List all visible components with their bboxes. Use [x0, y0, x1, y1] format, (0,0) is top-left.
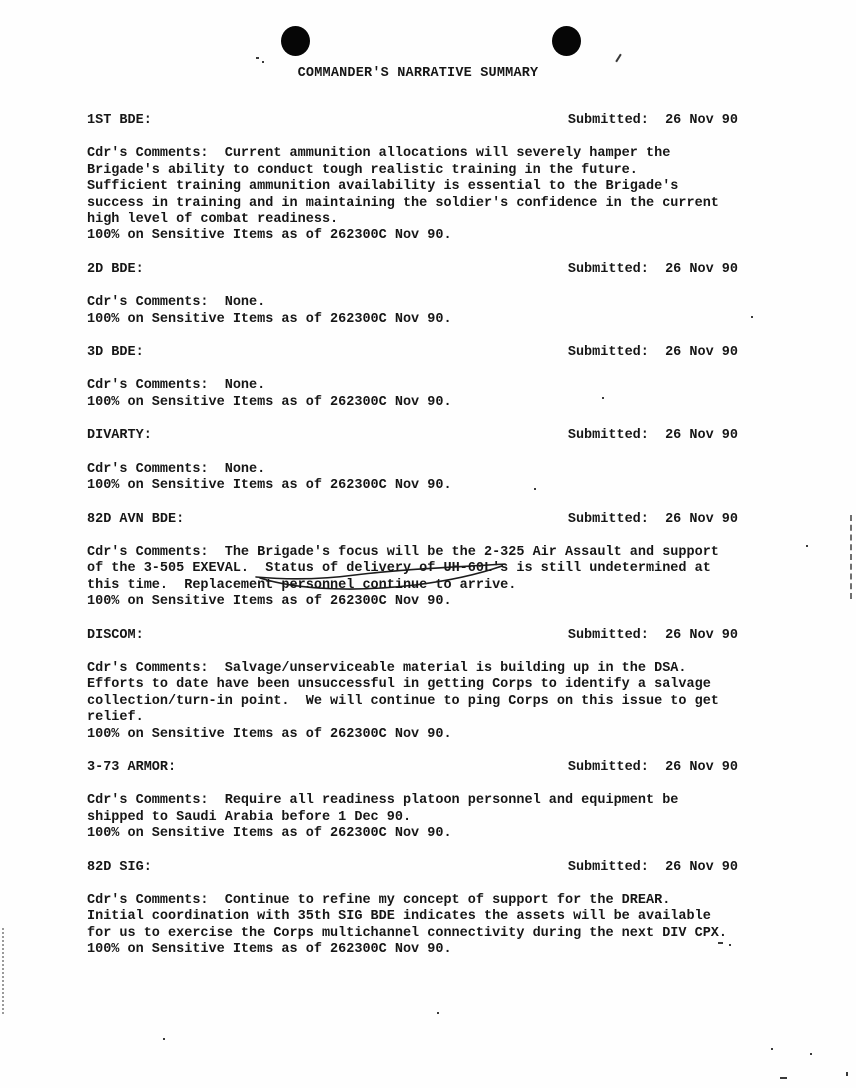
comment-line — [87, 295, 738, 311]
scan-speck — [718, 942, 723, 944]
document-title: COMMANDER'S NARRATIVE SUMMARY — [297, 66, 539, 81]
unit-heading: 82D SIG: — [87, 859, 152, 875]
comment-line — [87, 810, 738, 826]
unit-heading: 3-73 ARMOR: — [87, 759, 177, 775]
underlined-phrase: Status of delivery of UH-60L's — [265, 561, 509, 577]
text-segment: this time. Replacement personnel continue to arrive. — [87, 577, 517, 593]
comment-line — [87, 196, 738, 212]
unit-heading: DIVARTY: — [87, 428, 152, 444]
unit-row — [87, 345, 738, 361]
text-segment: 100% on Sensitive Items as of 262300C Nov 90. — [87, 394, 452, 410]
scan-edge-artifact — [2, 928, 4, 1014]
scan-speck — [437, 1012, 439, 1014]
report-section — [87, 428, 738, 494]
text-segment: Cdr's Comments: None. — [87, 378, 266, 394]
text-segment: Cdr's Comments: The Brigade's focus will be the 2-325 Air Assault and support — [87, 544, 719, 560]
submitted-label: Submitted: — [567, 627, 649, 643]
text-segment: success in training and in maintaining the soldier's confidence in the current — [87, 195, 719, 211]
scan-speck — [602, 397, 604, 399]
text-segment: Cdr's Comments: Salvage/unserviceable material is building up in the DSA. — [87, 660, 687, 676]
submitted-gap — [649, 262, 665, 277]
section-comments — [87, 378, 738, 411]
unit-row — [87, 262, 738, 278]
comment-line — [87, 793, 738, 809]
submitted-info — [568, 760, 738, 776]
submitted-label: Submitted: — [567, 511, 649, 527]
scan-speck — [751, 316, 753, 318]
report-section — [87, 512, 738, 611]
report-section — [87, 113, 738, 245]
scan-speck — [780, 1077, 787, 1079]
submitted-label: Submitted: — [567, 261, 649, 277]
unit-row — [87, 760, 738, 776]
text-segment: Efforts to date have been unsuccessful in getting Corps to identify a salvage — [87, 677, 711, 693]
submitted-gap — [649, 760, 665, 775]
comment-line — [87, 395, 738, 411]
submitted-info — [568, 512, 738, 528]
submitted-date: 26 Nov 90 — [665, 511, 738, 527]
text-segment: Initial coordination with 35th SIG BDE indicates the assets will be available — [87, 909, 711, 925]
section-comments — [87, 545, 738, 611]
submitted-info — [568, 113, 738, 129]
submitted-date: 26 Nov 90 — [665, 859, 738, 875]
section-comments — [87, 295, 738, 328]
comment-line — [87, 561, 738, 577]
submitted-gap — [649, 113, 665, 128]
scan-edge-artifact — [850, 515, 852, 599]
comment-line — [87, 378, 738, 394]
comment-line — [87, 228, 738, 244]
report-section — [87, 628, 738, 743]
unit-row — [87, 860, 738, 876]
comment-line — [87, 594, 738, 610]
submitted-info — [568, 428, 738, 444]
submitted-date: 26 Nov 90 — [665, 345, 738, 361]
text-segment: high level of combat readiness. — [87, 212, 339, 228]
scan-speck — [806, 545, 808, 547]
scan-speck — [163, 1038, 165, 1040]
scan-speck — [729, 944, 731, 946]
comment-line — [87, 179, 738, 195]
report-section — [87, 860, 738, 959]
comment-line — [87, 578, 738, 594]
scan-speck — [534, 488, 536, 490]
comment-line — [87, 727, 738, 743]
text-segment: 100% on Sensitive Items as of 262300C Nov 90. — [87, 726, 452, 742]
comment-line — [87, 942, 738, 958]
comment-line — [87, 677, 738, 693]
section-comments — [87, 462, 738, 495]
text-segment: 100% on Sensitive Items as of 262300C Nov 90. — [87, 826, 452, 842]
comment-line — [87, 710, 738, 726]
text-segment: Cdr's Comments: Current ammunition allocations will severely hamper the — [87, 146, 671, 162]
text-segment: 100% on Sensitive Items as of 262300C Nov 90. — [87, 942, 452, 958]
text-segment: 100% on Sensitive Items as of 262300C Nov 90. — [87, 228, 452, 244]
unit-row — [87, 428, 738, 444]
report-section — [87, 760, 738, 843]
text-segment: collection/turn-in point. We will continue to ping Corps on this issue to get — [87, 693, 719, 709]
scan-speck — [810, 1053, 812, 1055]
scan-speck — [262, 61, 264, 63]
unit-heading: 82D AVN BDE: — [87, 511, 185, 527]
submitted-label: Submitted: — [567, 113, 649, 128]
text-segment: for us to exercise the Corps multichannel connectivity during the next DIV CPX. — [87, 925, 728, 941]
submitted-label: Submitted: — [567, 428, 649, 444]
submitted-date: 26 Nov 90 — [665, 759, 738, 775]
text-segment: 100% on Sensitive Items as of 262300C Nov 90. — [87, 478, 452, 494]
unit-heading: 2D BDE: — [87, 261, 144, 277]
unit-row — [87, 512, 738, 528]
section-comments — [87, 146, 738, 244]
unit-heading: DISCOM: — [87, 627, 144, 643]
submitted-info — [568, 262, 738, 278]
text-segment: Cdr's Comments: None. — [87, 461, 266, 477]
text-segment: of the 3-505 EXEVAL. — [87, 561, 266, 577]
submitted-date: 26 Nov 90 — [665, 428, 738, 444]
comment-line — [87, 694, 738, 710]
text-segment: relief. — [87, 710, 144, 726]
text-segment: shipped to Saudi Arabia before 1 Dec 90. — [87, 809, 412, 825]
report-section — [87, 262, 738, 328]
comment-line — [87, 212, 738, 228]
submitted-gap — [649, 345, 665, 360]
scan-speck — [771, 1048, 773, 1050]
submitted-date: 26 Nov 90 — [665, 113, 738, 128]
comment-line — [87, 545, 738, 561]
comment-line — [87, 893, 738, 909]
comment-line — [87, 909, 738, 925]
submitted-label: Submitted: — [567, 345, 649, 361]
section-comments — [87, 893, 738, 959]
section-comments — [87, 661, 738, 743]
text-segment: Cdr's Comments: None. — [87, 295, 266, 311]
submitted-gap — [649, 860, 665, 875]
comment-line — [87, 312, 738, 328]
text-segment: Sufficient training ammunition availability is essential to the Brigade's — [87, 179, 679, 195]
submitted-info — [568, 860, 738, 876]
text-segment: 100% on Sensitive Items as of 262300C Nov 90. — [87, 594, 452, 610]
submitted-label: Submitted: — [567, 859, 649, 875]
unit-row — [87, 628, 738, 644]
comment-line — [87, 926, 738, 942]
scan-speck — [846, 1072, 848, 1076]
unit-heading: 3D BDE: — [87, 345, 144, 361]
document-body — [0, 82, 738, 959]
text-segment: Brigade's ability to conduct tough realistic training in the future. — [87, 162, 638, 178]
text-segment: is still undetermined at — [508, 561, 711, 577]
section-comments — [87, 793, 738, 842]
submitted-gap — [649, 628, 665, 643]
submitted-date: 26 Nov 90 — [665, 261, 738, 277]
comment-line — [87, 478, 738, 494]
submitted-date: 26 Nov 90 — [665, 627, 738, 643]
comment-line — [87, 146, 738, 162]
comment-line — [87, 826, 738, 842]
comment-line — [87, 163, 738, 179]
submitted-label: Submitted: — [567, 759, 649, 775]
unit-row — [87, 113, 738, 129]
submitted-info — [568, 345, 738, 361]
scan-speck — [256, 57, 259, 59]
report-section — [87, 345, 738, 411]
comment-line — [87, 661, 738, 677]
text-segment: 100% on Sensitive Items as of 262300C Nov 90. — [87, 311, 452, 327]
submitted-gap — [649, 512, 665, 527]
unit-heading: 1ST BDE: — [87, 113, 152, 128]
submitted-gap — [649, 428, 665, 443]
text-segment: Cdr's Comments: Require all readiness platoon personnel and equipment be — [87, 793, 679, 809]
text-segment: Cdr's Comments: Continue to refine my concept of support for the DREAR. — [87, 893, 671, 908]
submitted-info — [568, 628, 738, 644]
comment-line — [87, 462, 738, 478]
